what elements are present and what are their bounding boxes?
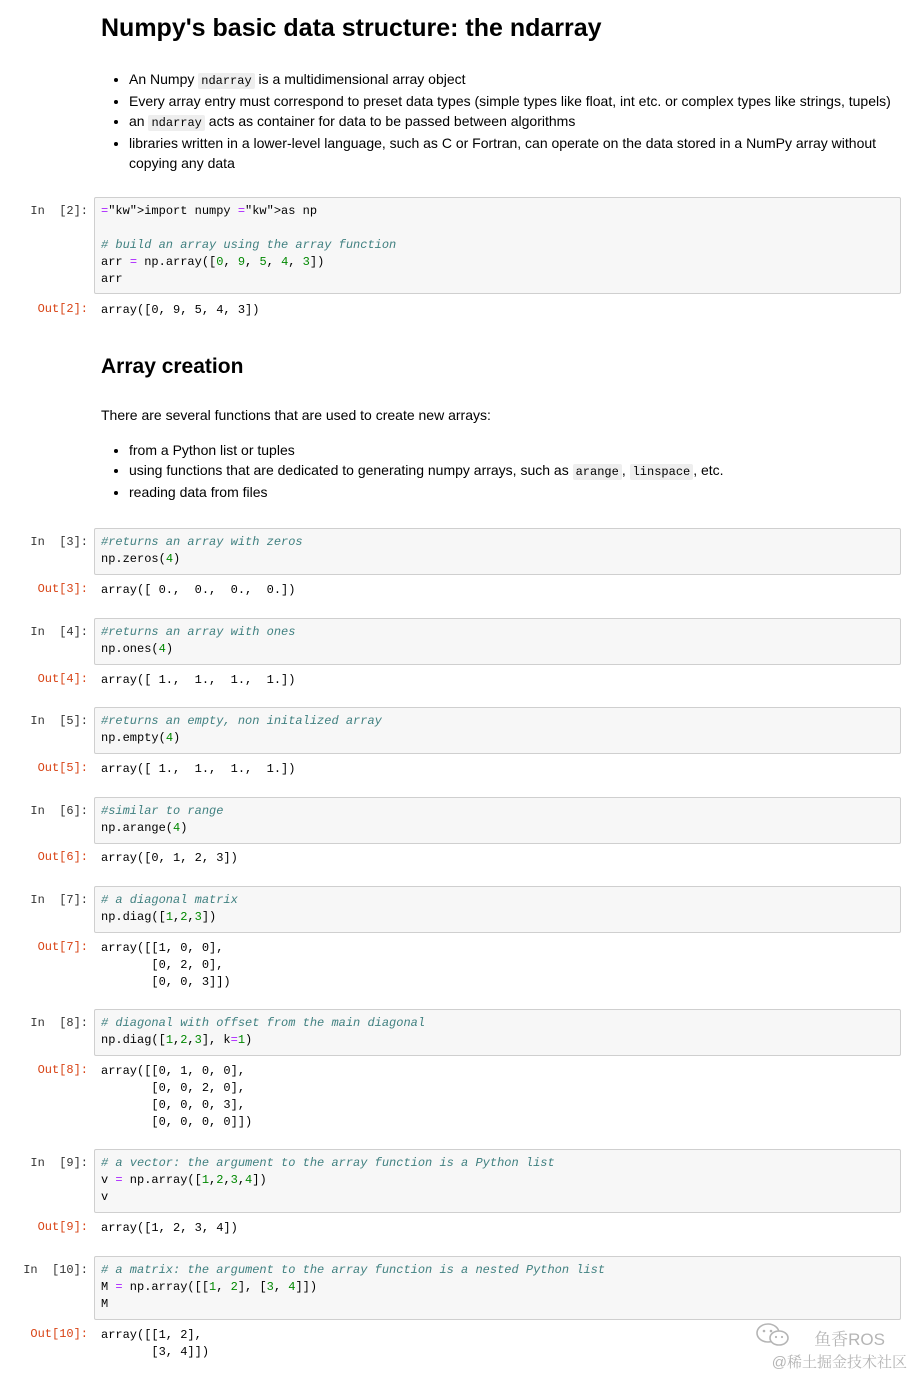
output-prompt: Out[4]: [37,672,88,686]
code-text: #returns an empty, non initalized array np.empty(4) [101,714,382,745]
cell-output: array([ 1., 1., 1., 1.]) [101,762,296,776]
code-text: ="kw">import numpy ="kw">as np # build an array using the array function arr = np.array([0, 9, 5, 4, 3]) arr [101,204,397,286]
input-prompt: In [8]: [30,1016,88,1030]
output-prompt: Out[7]: [37,940,88,954]
code-text: # diagonal with offset from the main diagonal np.diag([1,2,3], k=1) [101,1016,426,1047]
section-paragraph: There are several functions that are used to create new arrays: [101,407,491,423]
code-text: #similar to range np.arange(4) [101,804,224,835]
list-item [129,460,724,482]
cell-output: array([[1, 2], [3, 4]]) [101,1328,210,1359]
code-cell-input[interactable] [94,886,901,933]
page-title: Numpy's basic data structure: the ndarray [101,14,602,42]
bullet-text: , [621,462,630,478]
code-text: #returns an array with ones np.ones(4) [101,625,296,656]
bullet-text: reading data from files [129,484,268,500]
inline-code: linspace [630,464,694,480]
section-bullet-list [111,440,724,502]
bullet-text: is a multidimensional array object [254,71,466,87]
wechat-icon [755,1322,791,1348]
output-prompt: Out[2]: [37,302,88,316]
cell-output: array([[1, 0, 0], [0, 2, 0], [0, 0, 3]]) [101,941,231,989]
list-item [129,69,891,91]
input-prompt: In [4]: [30,625,88,639]
output-prompt: Out[3]: [37,582,88,596]
bullet-text: Every array entry must correspond to preset data types (simple types like float, int etc. or complex types like strings, tupels) [129,93,891,109]
bullet-text: libraries written in a lower-level language, such as C or Fortran, can operate on the data stored in a NumPy array without [129,135,877,151]
section-title: Array creation [101,355,244,378]
list-item [129,133,891,173]
code-cell-input[interactable] [94,197,901,294]
bullet-text: from a Python list or tuples [129,442,295,458]
list-item [129,111,891,133]
bullet-text: an [129,113,149,129]
code-text: # a matrix: the argument to the array function is a nested Python list M = np.array([[1, 2], [3, 4]]) M [101,1263,606,1311]
code-cell-input[interactable] [94,528,901,575]
cell-output: array([0, 9, 5, 4, 3]) [101,303,260,317]
input-prompt: In [3]: [30,535,88,549]
cell-output: array([0, 1, 2, 3]) [101,851,238,865]
watermark-site: @稀土掘金技术社区 [771,1354,907,1371]
code-cell-input[interactable] [94,1256,901,1320]
output-prompt: Out[8]: [37,1063,88,1077]
code-text: # a vector: the argument to the array function is a Python list v = np.array([1,2,3,4]) v [101,1156,555,1204]
inline-code: arange [573,464,622,480]
cell-output: array([ 1., 1., 1., 1.]) [101,673,296,687]
output-prompt: Out[9]: [37,1220,88,1234]
bullet-text: using functions that are dedicated to generating numpy arrays, such as [129,462,573,478]
code-cell-input[interactable] [94,707,901,754]
list-item [129,482,724,502]
code-text: #returns an array with zeros np.zeros(4) [101,535,303,566]
input-prompt: In [5]: [30,714,88,728]
output-prompt: Out[5]: [37,761,88,775]
cell-output: array([ 0., 0., 0., 0.]) [101,583,296,597]
input-prompt: In [9]: [30,1156,88,1170]
bullet-text: An Numpy [129,71,199,87]
watermark-brand: 鱼香ROS [814,1330,885,1349]
list-item [129,91,891,111]
code-cell-input[interactable] [94,797,901,844]
bullet-text: copying any data [129,155,235,171]
cell-output: array([1, 2, 3, 4]) [101,1221,238,1235]
code-cell-input[interactable] [94,1009,901,1056]
bullet-text: , etc. [693,462,724,478]
code-cell-input[interactable] [94,1149,901,1213]
list-item [129,440,724,460]
inline-code: ndarray [198,73,254,89]
output-prompt: Out[10]: [30,1327,88,1341]
input-prompt: In [10]: [23,1263,88,1277]
bullet-text: acts as container for data to be passed between algorithms [204,113,576,129]
code-text: # a diagonal matrix np.diag([1,2,3]) [101,893,238,924]
intro-bullet-list [111,69,891,173]
input-prompt: In [7]: [30,893,88,907]
output-prompt: Out[6]: [37,850,88,864]
cell-output: array([[0, 1, 0, 0], [0, 0, 2, 0], [0, 0, 0, 3], [0, 0, 0, 0]]) [101,1064,253,1129]
input-prompt: In [2]: [30,204,88,218]
inline-code: ndarray [148,115,204,131]
code-cell-input[interactable] [94,618,901,665]
input-prompt: In [6]: [30,804,88,818]
